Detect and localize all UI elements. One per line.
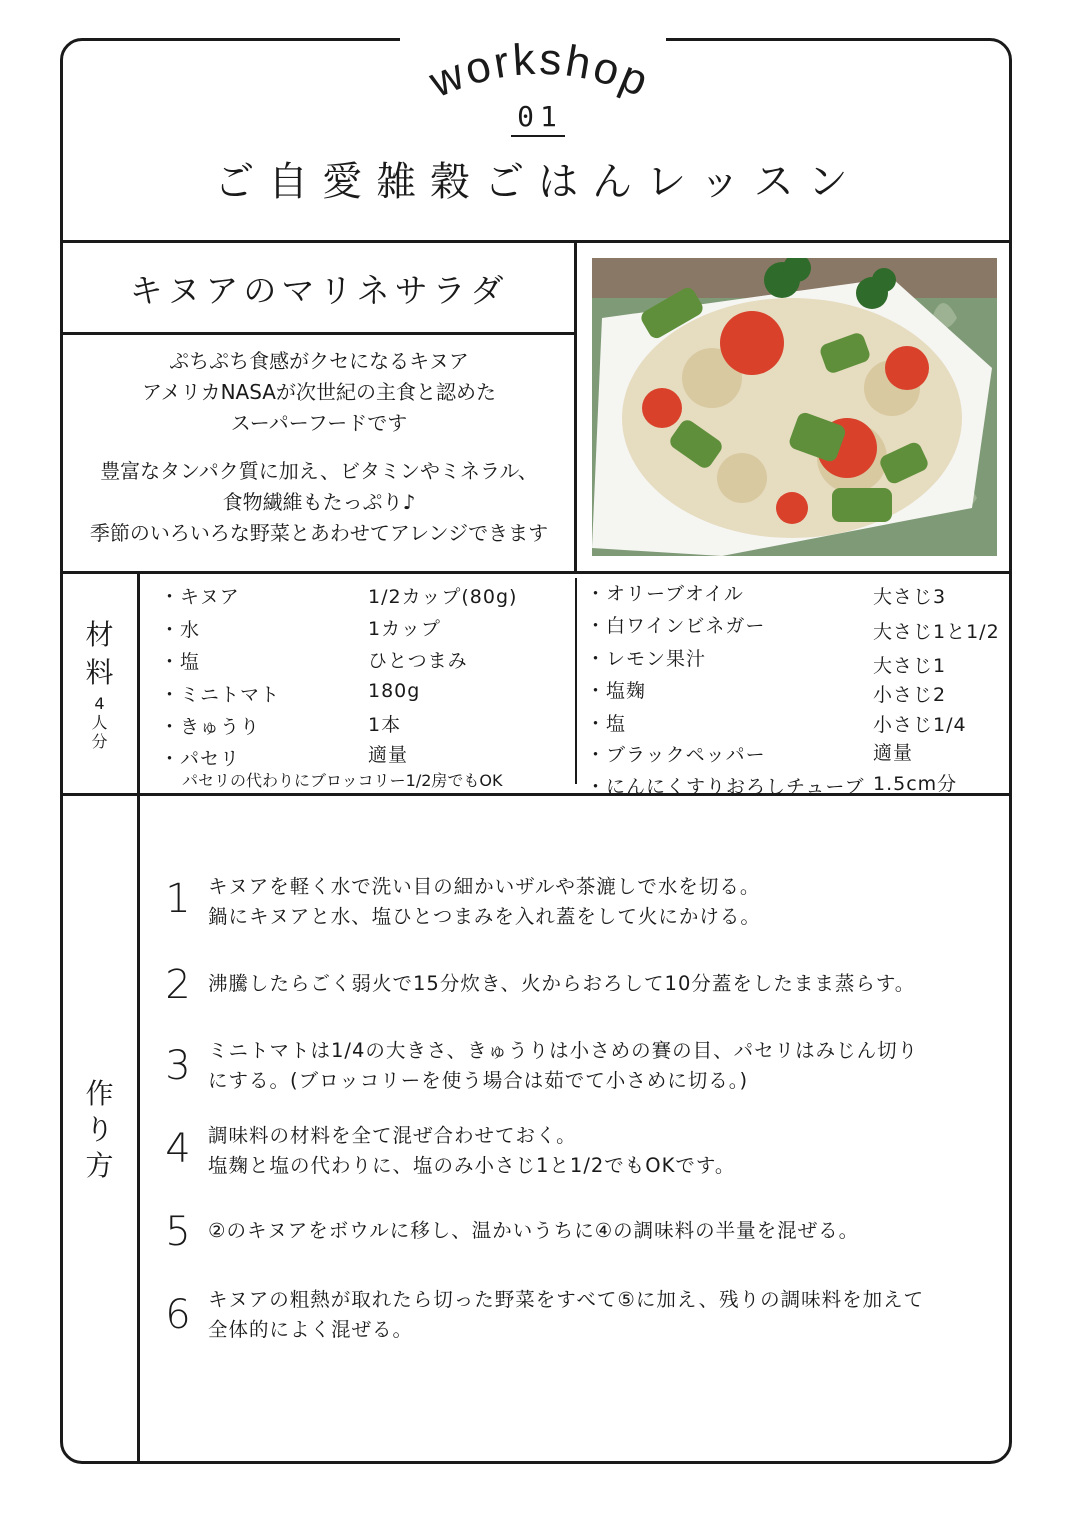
- step-text: キヌアの粗熱が取れたら切った野菜をすべて⑤に加え、残りの調味料を加えて 全体的によく混ぜる。: [208, 1288, 925, 1341]
- ingredient-amount: 1/2カップ(80g): [368, 586, 518, 608]
- ingredient-name: ・レモン果汁: [586, 648, 707, 670]
- ingredient-column-divider: [575, 578, 577, 784]
- workshop-number: 01: [511, 100, 565, 137]
- ingredient-amount: 大さじ1: [873, 655, 947, 677]
- step-text: ミニトマトは1/4の大きさ、きゅうりは小さめの賽の目、パセリはみじん切り にする。(ブロッコリーを使う場合は茹でて小さめに切る。): [208, 1039, 919, 1092]
- ingredient-name: ・にんにくすりおろしチューブ: [586, 776, 865, 798]
- divider: [62, 571, 1010, 574]
- ingredient-amount: 小さじ1/4: [873, 714, 967, 736]
- page-title: ご自愛雑穀ごはんレッスン: [214, 159, 862, 205]
- step-text: ②のキヌアをボウルに移し、温かいうちに④の調味料の半量を混ぜる。: [208, 1219, 860, 1242]
- ingredient-name: ・塩: [160, 651, 201, 673]
- ingredient-amount: 1本: [368, 714, 402, 736]
- step-number: 4: [165, 1126, 191, 1172]
- ingredient-amount: 180g: [368, 680, 421, 702]
- ingredient-name: ・パセリ: [160, 748, 241, 770]
- servings-label: 4 人 分: [91, 694, 108, 751]
- svg-text:workshop: [422, 40, 658, 107]
- method-label: 作 り 方: [85, 1077, 114, 1182]
- ingredient-name: ・オリーブオイル: [586, 583, 744, 605]
- step-number: 1: [165, 876, 191, 922]
- ingredient-name: ・白ワインビネガー: [586, 615, 766, 637]
- ingredient-amount: 小さじ2: [873, 684, 947, 706]
- ingredient-note: パセリの代わりにブロッコリー1/2房でもOK: [182, 771, 503, 790]
- ingredient-name: ・水: [160, 619, 201, 641]
- ingredient-amount: 大さじ1と1/2: [873, 621, 1000, 643]
- intro-text-2: 豊富なタンパク質に加え、ビタミンやミネラル、 食物繊維もたっぷり♪ 季節のいろいろな野菜とあわせてアレンジできます: [89, 459, 549, 545]
- step-number: 6: [165, 1292, 191, 1338]
- ingredient-amount: 大さじ3: [873, 586, 947, 608]
- intro-text: ぷちぷち食感がクセになるキヌア アメリカNASAが次世紀の主食と認めた スーパーフードです: [142, 349, 496, 435]
- divider: [62, 793, 1010, 796]
- step-text: 沸騰したらごく弱火で15分炊き、火からおろして10分蓋をしたまま蒸らす。: [208, 972, 916, 995]
- workshop-text: workshop: [422, 40, 658, 108]
- divider: [137, 571, 140, 1463]
- ingredient-amount: 適量: [873, 742, 914, 764]
- ingredient-amount: 適量: [368, 744, 409, 766]
- ingredients-label: 材 料: [85, 618, 114, 689]
- step-text: キヌアを軽く水で洗い目の細かいザルや茶漉しで水を切る。 鍋にキヌアと水、塩ひとつまみを入れ蓋をして火にかける。: [208, 875, 761, 928]
- ingredient-amount: 1カップ: [368, 618, 441, 640]
- ingredient-amount: ひとつまみ: [368, 650, 468, 672]
- step-number: 5: [165, 1209, 191, 1255]
- ingredient-name: ・ブラックペッパー: [586, 744, 766, 766]
- ingredient-name: ・ミニトマト: [160, 684, 281, 706]
- step-text: 調味料の材料を全て混ぜ合わせておく。 塩麹と塩の代わりに、塩のみ小さじ1と1/2でもOKです。: [208, 1124, 736, 1177]
- ingredient-name: ・塩麹: [586, 680, 647, 702]
- ingredient-name: ・キヌア: [160, 586, 240, 608]
- salad-photo: [592, 258, 997, 556]
- dish-name: キヌアのマリネサラダ: [129, 270, 509, 310]
- ingredient-name: ・きゅうり: [160, 716, 261, 738]
- ingredient-amount: 1.5cm分: [873, 773, 958, 795]
- step-number: 2: [165, 962, 191, 1008]
- ingredient-name: ・塩: [586, 713, 627, 735]
- step-number: 3: [165, 1043, 191, 1089]
